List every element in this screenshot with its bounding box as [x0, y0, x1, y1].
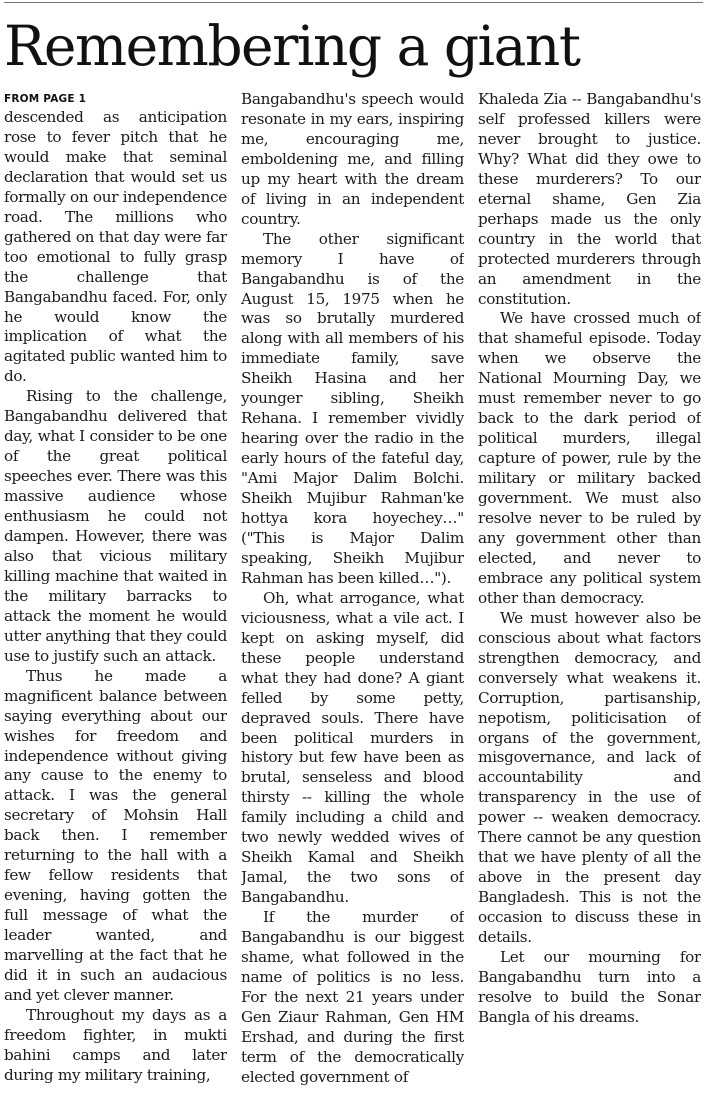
paragraph: descended as anticipation rose to fever pitch that he would make that seminal declaration that would set us formally on our independence road. The millions who gathered on that day were far too emotional to fully grasp the challenge that Bangabandhu faced. For, only he would know the implication of what the agitated public wanted him to do.	[4, 108, 227, 386]
kicker: FROM PAGE 1	[4, 93, 87, 105]
paragraph: Bangabandhu's speech would resonate in my ears, inspiring me, encouraging me, emboldening me, and filling up my heart with the dream of living in an independent country.	[241, 90, 464, 228]
column-3	[478, 90, 701, 1110]
column-1	[4, 90, 227, 1110]
paragraph: Oh, what arrogance, what viciousness, what a vile act. I kept on asking myself, did these people understand what they had done? A giant felled by some petty, depraved souls. There have been political murders in history but few have been as brutal, senseless and blood thirsty -- killing the whole family including a child and two newly wedded wives of Sheikh Kamal and Sheikh Jamal, the two sons of Bangabandhu.	[241, 588, 464, 907]
paragraph: If the murder of Bangabandhu is our biggest shame, what followed in the name of politics is no less. For the next 21 years under Gen Ziaur Rahman, Gen HM Ershad, and during the first term of the democratically elected government of	[241, 908, 464, 1086]
paragraph: We have crossed much of that shameful episode. Today when we observe the National Mourning Day, we must remember never to go back to the dark period of political murders, illegal capture of power, rule by the military or military backed government. We must also resolve never to be ruled by any government other than elected, and never to embrace any political system other than democracy.	[478, 309, 701, 607]
paragraph: Thus he made a magnificent balance between saying everything about our wishes for freedom and independence without giving any cause to the enemy to attack. I was the general secretary of Mohsin Hall back then. I remember returning to the hall with a few fellow residents that evening, having gotten the full message of what the leader wanted, and marvelling at the fact that he did it in such an audacious and yet clever manner.	[4, 666, 227, 1004]
paragraph: Khaleda Zia -- Bangabandhu's self professed killers were never brought to justice. Why? What did they owe to these murderers? To our eternal shame, Gen Zia perhaps made us the only country in the world that protected murderers through an amendment in the constitution.	[478, 90, 701, 308]
top-rule	[4, 2, 703, 3]
paragraph: We must however also be conscious about what factors strengthen democracy, and conversely what weakens it. Corruption, partisanship, nepotism, politicisation of organs of the government, misgovernance, and lack of accountability and transparency in the use of power -- weaken democracy. There cannot be any question that we have plenty of all the above in the present day Bangladesh. This is not the occasion to discuss these in details.	[478, 608, 701, 947]
paragraph: Let our mourning for Bangabandhu turn into a resolve to build the Sonar Bangla of his dreams.	[478, 947, 701, 1026]
article-body	[4, 90, 703, 1110]
headline: Remembering a giant	[4, 14, 580, 78]
paragraph: Throughout my days as a freedom fighter, in mukti bahini camps and later during my military training,	[4, 1005, 227, 1084]
paragraph: Rising to the challenge, Bangabandhu delivered that day, what I consider to be one of the great political speeches ever. There was this massive audience whose enthusiasm he could not dampen. However, there was also that vicious military killing machine that waited in the military barracks to attack the moment he would utter anything that they could use to justify such an attack.	[4, 387, 227, 665]
column-2	[241, 90, 464, 1110]
paragraph: The other significant memory I have of Bangabandhu is of the August 15, 1975 when he was so brutally murdered along with all members of his immediate family, save Sheikh Hasina and her younger sibling, Sheikh Rehana. I remember vividly hearing over the radio in the early hours of the fateful day, "Ami Major Dalim Bolchi. Sheikh Mujibur Rahman'ke hottya kora hoyechey…" ("This is Major Dalim speaking, Sheikh Mujibur Rahman has been killed…").	[241, 229, 464, 587]
